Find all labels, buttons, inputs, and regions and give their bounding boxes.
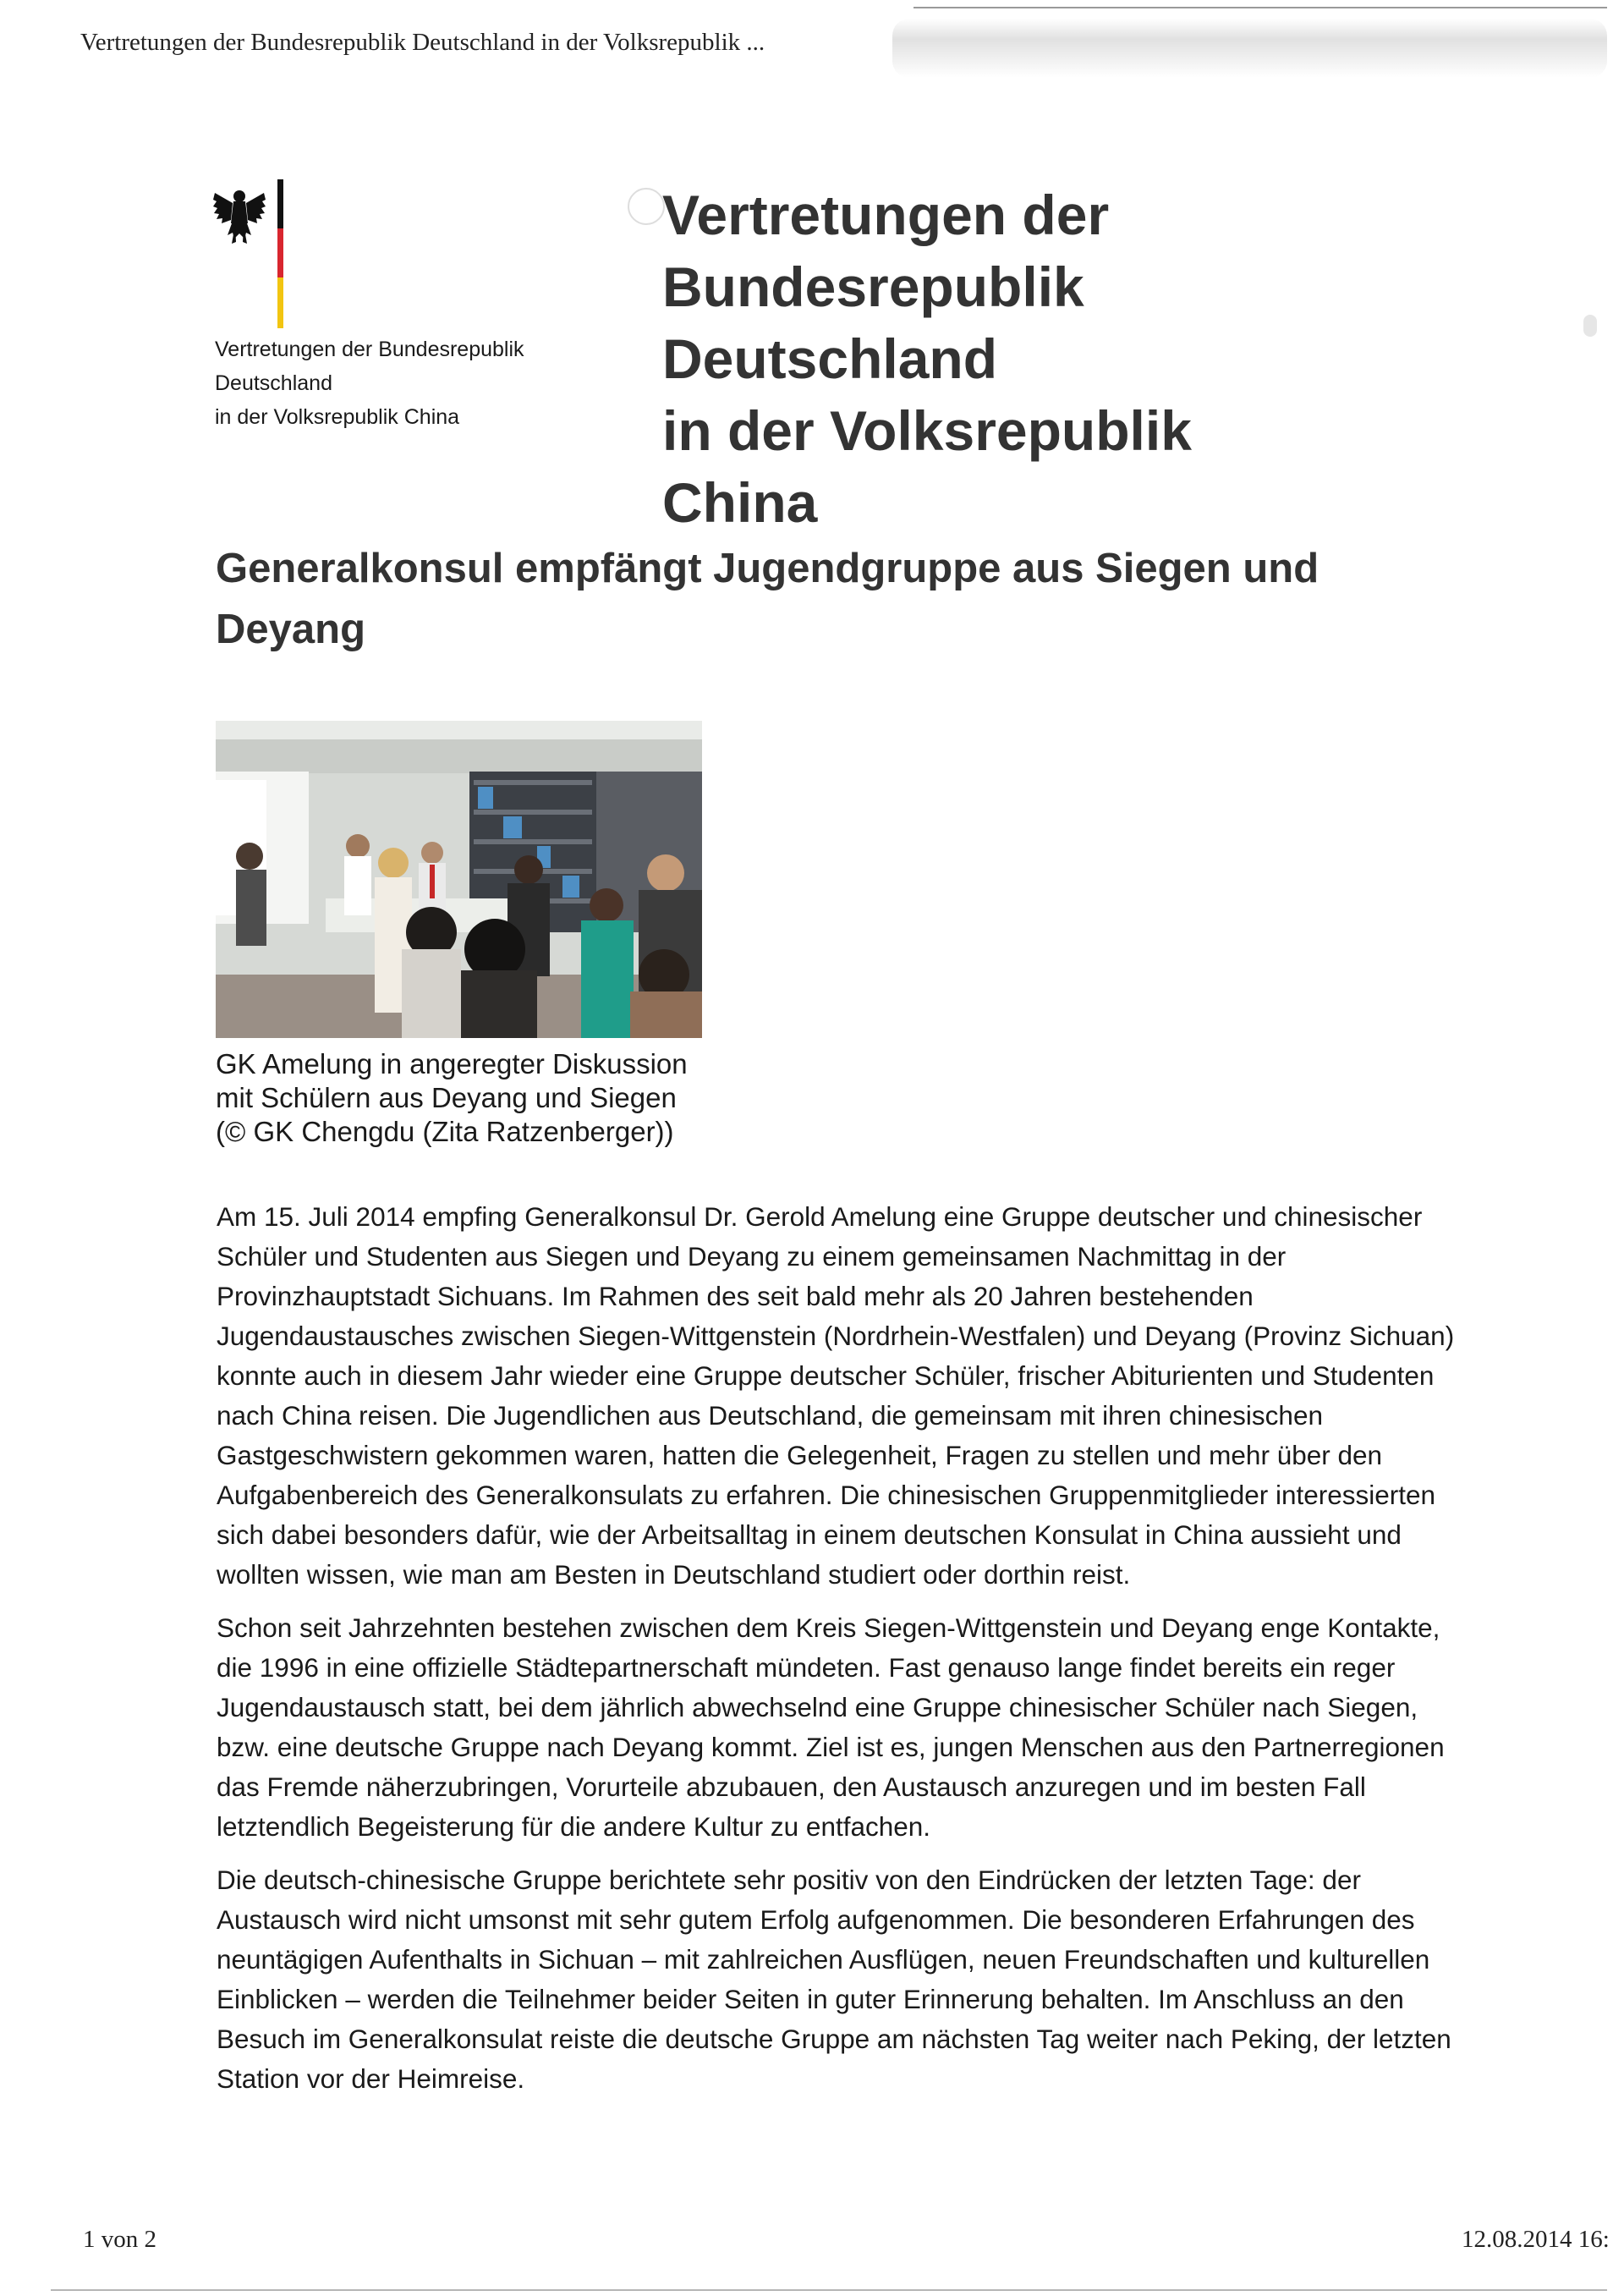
photo-caption [216, 1047, 757, 1149]
article-paragraph [217, 1197, 1570, 1595]
federal-eagle-icon [211, 186, 267, 245]
flag-stripe-gold [277, 277, 283, 328]
article-line: Jugendaustausch statt, bei dem jährlich abwechselnd eine Gruppe chinesischer Schüler nach Siegen, [217, 1692, 1418, 1722]
site-title-line: in der Volksrepublik [662, 399, 1192, 462]
flag-stripe-red [277, 228, 283, 277]
article-line: Aufgabenbereich des Generalkonsulats zu erfahren. Die chinesischen Gruppenmitglieder interessierten [217, 1480, 1436, 1510]
print-footer-datetime: 12.08.2014 16: [1462, 2226, 1610, 2253]
print-header-title: Vertretungen der Bundesrepublik Deutschland in der Volksrepublik ... [80, 29, 765, 56]
article-line: Schüler und Studenten aus Siegen und Deyang zu einem gemeinsamen Nachmittag in der [217, 1241, 1287, 1272]
article-line: Einblicken – werden die Teilnehmer beider Seiten in guter Erinnerung behalten. Im Anschluss an den [217, 1984, 1404, 2014]
article-paragraph [217, 1860, 1570, 2099]
article-line: letztendlich Begeisterung für die andere Kultur zu entfachen. [217, 1811, 931, 1842]
scan-artifact [628, 188, 665, 225]
scan-speck [1583, 315, 1597, 337]
article-line: Besuch im Generalkonsulat reiste die deutsche Gruppe am nächsten Tag weiter nach Peking, der letzten [217, 2024, 1451, 2054]
article-photo [216, 721, 702, 1038]
org-name-line: Deutschland [215, 371, 332, 395]
photo-illustration [216, 721, 702, 1038]
article-line: neuntägigen Aufenthalts in Sichuan – mit zahlreichen Ausflügen, neuen Freundschaften und kulturellen [217, 1944, 1430, 1975]
federal-logo [211, 179, 330, 332]
site-title [662, 179, 1356, 539]
print-footer-page: 1 von 2 [83, 2226, 156, 2253]
scan-smudge [892, 19, 1607, 78]
org-name [215, 332, 570, 434]
article-body [217, 1197, 1570, 2112]
article-line: bzw. eine deutsche Gruppe nach Deyang kommt. Ziel ist es, jungen Menschen aus den Partnerregionen [217, 1732, 1445, 1762]
photo-caption-line: GK Amelung in angeregter Diskussion [216, 1048, 688, 1079]
flag-stripe-black [277, 179, 283, 228]
site-title-line: Bundesrepublik [662, 255, 1084, 318]
article-line: Gastgeschwistern gekommen waren, hatten die Gelegenheit, Fragen zu stellen und mehr über den [217, 1440, 1383, 1470]
german-flag-bar [277, 179, 283, 328]
article-line: sich dabei besonders dafür, wie der Arbeitsalltag in einem deutschen Konsulat in China aussieht und [217, 1519, 1402, 1550]
article-line: Jugendaustausches zwischen Siegen-Wittgenstein (Nordrhein-Westfalen) und Deyang (Provinz Sichuan) [217, 1321, 1455, 1351]
article-paragraph [217, 1608, 1570, 1847]
photo-caption-line: mit Schülern aus Deyang und Siegen [216, 1082, 677, 1113]
article-line: die 1996 in eine offizielle Städtepartnerschaft mündeten. Fast genauso lange findet bereits ein reger [217, 1652, 1396, 1683]
article-line: Am 15. Juli 2014 empfing Generalkonsul Dr. Gerold Amelung eine Gruppe deutscher und chinesischer [217, 1201, 1423, 1232]
scan-top-rule [914, 7, 1607, 8]
site-title-line: China [662, 471, 818, 534]
article-line: Die deutsch-chinesische Gruppe berichtete sehr positiv von den Eindrücken der letzten Tage: der [217, 1865, 1361, 1895]
article-line: Provinzhauptstadt Sichuans. Im Rahmen des seit bald mehr als 20 Jahren bestehenden [217, 1281, 1254, 1311]
article-line: das Fremde näherzubringen, Vorurteile abzubauen, den Austausch anzuregen und im besten Fall [217, 1771, 1366, 1802]
article-headline: Generalkonsul empfängt Jugendgruppe aus Siegen und Deyang [216, 546, 1320, 652]
article-line: wollten wissen, wie man am Besten in Deutschland studiert oder dorthin reist. [217, 1559, 1131, 1590]
org-name-line: in der Volksrepublik China [215, 405, 460, 429]
org-name-line: Vertretungen der Bundesrepublik [215, 338, 524, 361]
article-line: Station vor der Heimreise. [217, 2063, 525, 2094]
site-title-line: Deutschland [662, 327, 998, 390]
scan-bottom-rule [51, 2289, 1607, 2291]
article-line: Schon seit Jahrzehnten bestehen zwischen dem Kreis Siegen-Wittgenstein und Deyang enge Kontakte, [217, 1612, 1440, 1643]
article-line: Austausch wird nicht umsonst mit sehr gutem Erfolg aufgenommen. Die besonderen Erfahrungen des [217, 1904, 1415, 1935]
site-title-line: Vertretungen der [662, 184, 1110, 246]
article-line: nach China reisen. Die Jugendlichen aus Deutschland, die gemeinsam mit ihren chinesischen [217, 1400, 1323, 1431]
photo-caption-line: (© GK Chengdu (Zita Ratzenberger)) [216, 1116, 674, 1147]
article-line: konnte auch in diesem Jahr wieder eine Gruppe deutscher Schüler, frischer Abiturienten und Studenten [217, 1360, 1435, 1391]
